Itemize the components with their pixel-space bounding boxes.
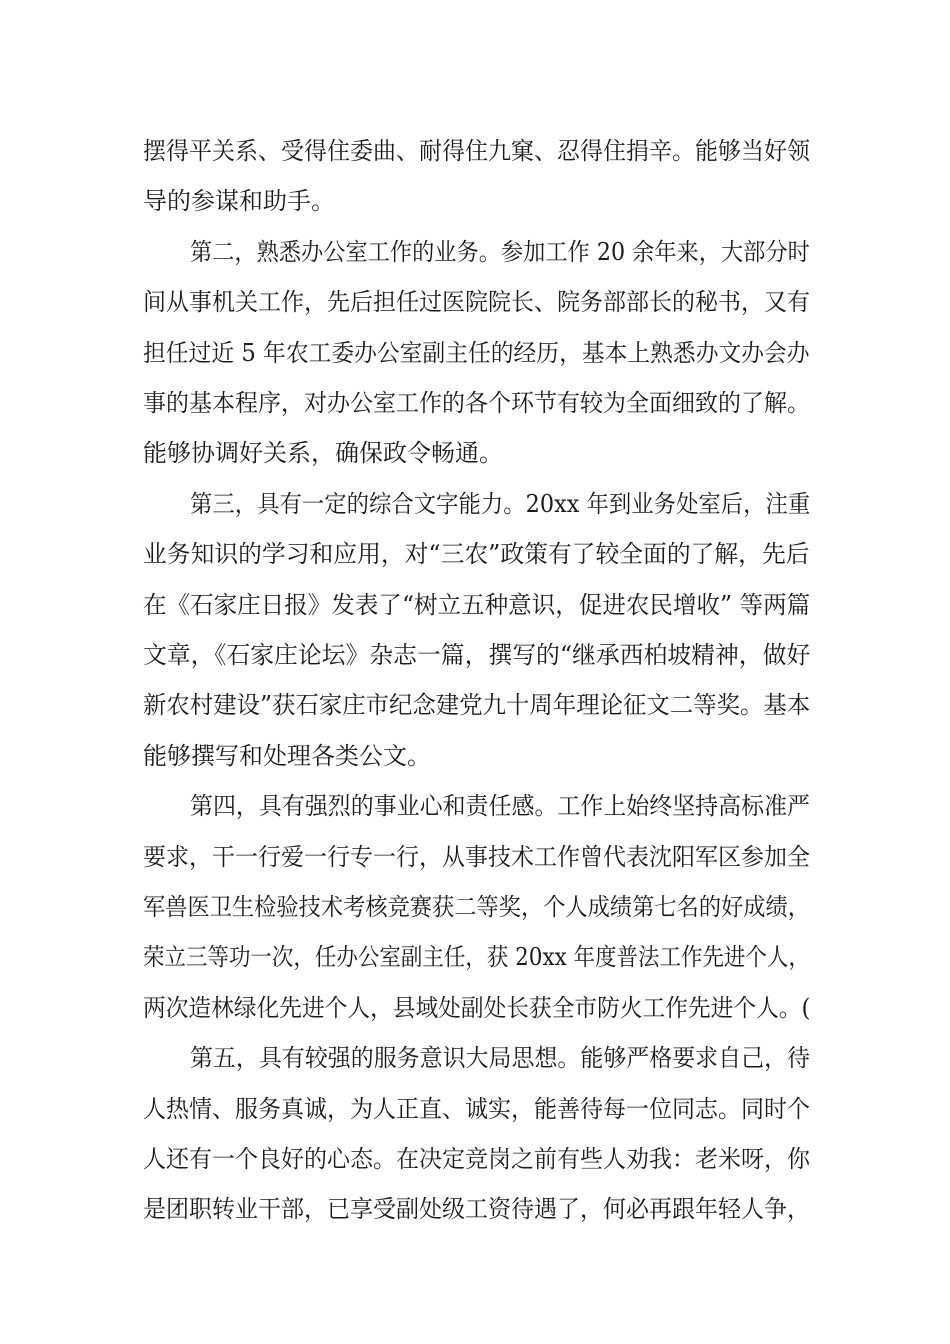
text-line: 荣立三等功一次，任办公室副主任，获 20xx 年度普法工作先进个人， [143,943,810,971]
text-line: 人热情、服务真诚，为人正直、诚实，能善待每一位同志。同时个 [143,1095,810,1123]
text-line: 第三，具有一定的综合文字能力。20xx 年到业务处室后，注重 [190,490,811,518]
text-line: 第二，熟悉办公室工作的业务。参加工作 20 余年来，大部分时 [190,238,810,266]
text-line: 间从事机关工作，先后担任过医院院长、院务部部长的秘书，又有 [143,288,810,316]
text-line: 能够撰写和处理各类公文。 [143,742,431,770]
text-line: 要求，干一行爱一行专一行，从事技术工作曾代表沈阳军区参加全 [143,843,810,871]
text-line: 第五，具有较强的服务意识大局思想。能够严格要求自己，待 [190,1044,810,1072]
text-line: 文章，《石家庄论坛》杂志一篇，撰写的“继承西柏坡精神，做好 [143,641,811,669]
text-line: 在《石家庄日报》发表了“树立五种意识，促进农民增收” 等两篇 [143,591,811,619]
text-line: 能够协调好关系，确保政令畅通。 [143,439,503,467]
text-line: 导的参谋和助手。 [143,187,335,215]
text-line: 事的基本程序，对办公室工作的各个环节有较为全面细致的了解。 [143,389,810,417]
text-line: 摆得平关系、受得住委曲、耐得住九窠、忍得住捐辛。能够当好领 [143,137,810,165]
text-line: 业务知识的学习和应用，对“三农”政策有了较全面的了解，先后 [143,540,810,568]
text-line: 是团职转业干部，已享受副处级工资待遇了，何必再跟年轻人争， [143,1195,810,1223]
text-line: 人还有一个良好的心态。在决定竞岗之前有些人劝我：老米呀，你 [143,1145,810,1173]
text-line: 担任过近 5 年农工委办公室副主任的经历，基本上熟悉办文办会办 [143,339,810,367]
text-line: 第四，具有强烈的事业心和责任感。工作上始终坚持高标准严 [190,792,810,820]
text-line: 军兽医卫生检验技术考核竞赛获二等奖，个人成绩第七名的好成绩， [143,893,810,921]
text-line: 新农村建设”获石家庄市纪念建党九十周年理论征文二等奖。基本 [143,691,811,719]
text-line: 两次造林绿化先进个人，县域处副处长获全市防火工作先进个人。( [143,994,811,1022]
